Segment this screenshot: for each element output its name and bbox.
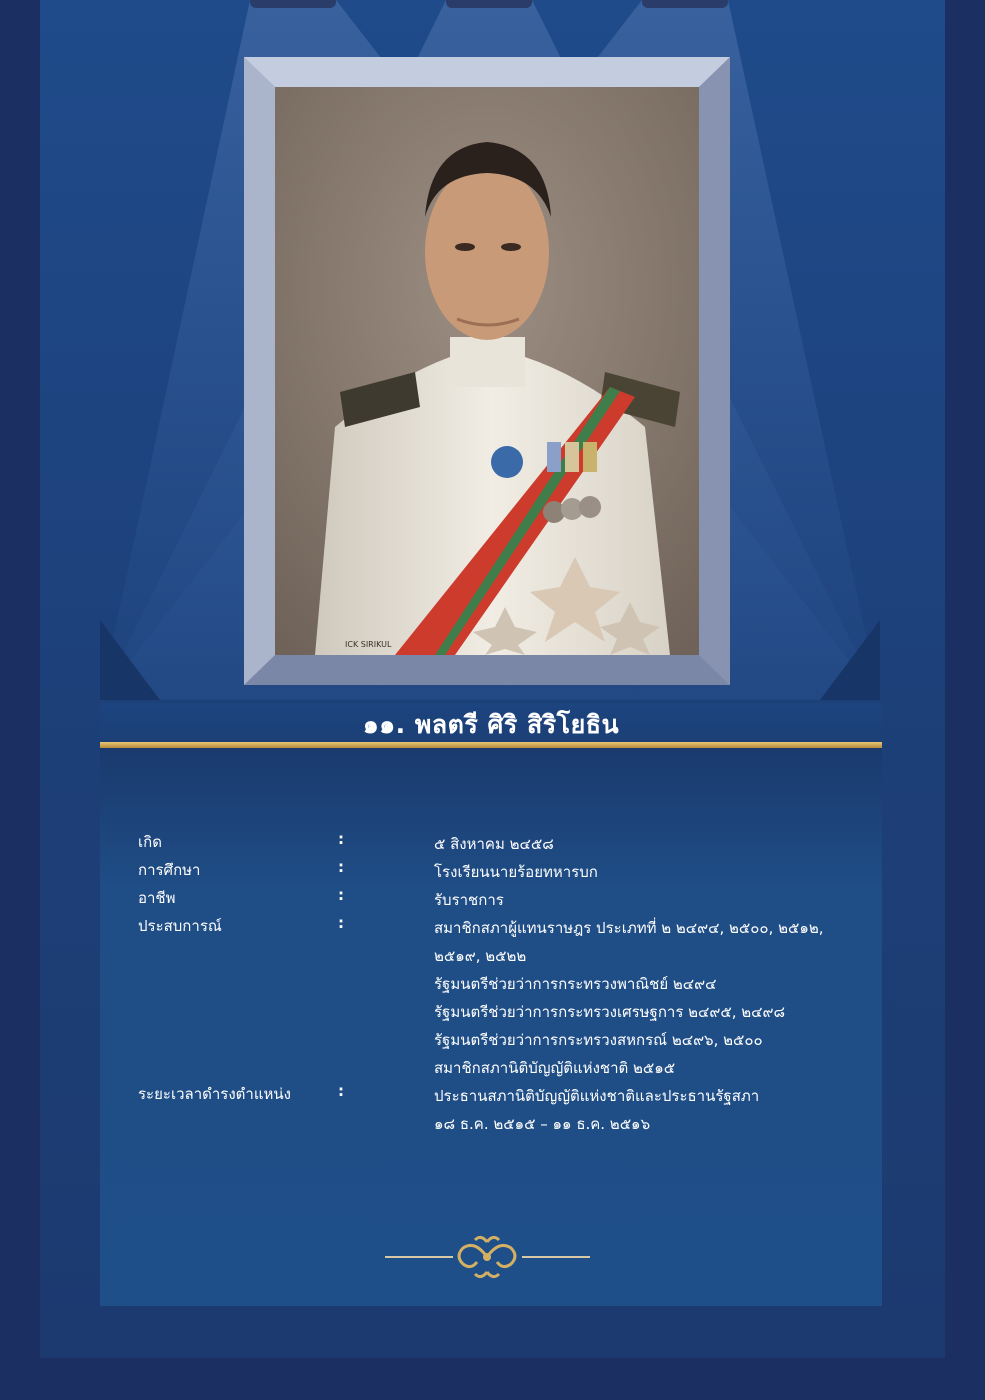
info-row-birth	[138, 830, 858, 858]
separator: :	[338, 914, 344, 932]
info-value: โรงเรียนนายร้อยทหารบก	[434, 863, 598, 881]
biography-table	[138, 830, 858, 1138]
info-value: ๕ สิงหาคม ๒๔๕๘	[434, 835, 554, 853]
portrait-painting	[275, 87, 699, 655]
info-value: ประธานสภานิติบัญญัติแห่งชาติและประธานรัฐสภา	[434, 1087, 760, 1105]
separator: :	[338, 886, 344, 904]
separator: :	[338, 1082, 344, 1100]
info-value: สมาชิกสภานิติบัญญัติแห่งชาติ ๒๕๑๕	[434, 1059, 676, 1077]
spotlight-lamp-right	[642, 0, 728, 8]
info-label: ประสบการณ์	[138, 917, 222, 935]
info-value: ๑๘ ธ.ค. ๒๕๑๕ – ๑๑ ธ.ค. ๒๕๑๖	[434, 1115, 651, 1133]
info-value: รับราชการ	[434, 891, 504, 909]
info-value: สมาชิกสภาผู้แทนราษฎร ประเภทที่ ๒ ๒๔๙๔, ๒๕๐๐, ๒๕๑๒,	[434, 919, 824, 937]
artist-signature: ICK SIRIKUL	[345, 640, 392, 649]
info-label: ระยะเวลาดำรงตำแหน่ง	[138, 1085, 291, 1103]
separator: :	[338, 858, 344, 876]
info-value: ๒๕๑๙, ๒๕๒๒	[434, 947, 527, 965]
separator: :	[338, 830, 344, 848]
info-row-education	[138, 858, 858, 886]
spotlight-lamp-left	[250, 0, 336, 8]
info-row-occupation	[138, 886, 858, 914]
info-value: รัฐมนตรีช่วยว่าการกระทรวงสหกรณ์ ๒๔๙๖, ๒๕๐๐	[434, 1031, 763, 1049]
title-band	[100, 703, 882, 743]
portrait-frame	[244, 57, 730, 685]
title-underline	[100, 742, 882, 748]
page-title: ๑๑. พลตรี ศิริ สิริโยธิน	[362, 710, 620, 739]
info-label: การศึกษา	[138, 861, 201, 879]
info-label: เกิด	[138, 833, 162, 851]
ornament-divider-icon	[385, 1232, 590, 1282]
info-row-experience	[138, 914, 858, 1082]
info-row-term	[138, 1082, 858, 1138]
info-value: รัฐมนตรีช่วยว่าการกระทรวงเศรษฐการ ๒๔๙๕, ๒๔๙๘	[434, 1003, 786, 1021]
spotlight-lamp-center	[446, 0, 532, 8]
info-value: รัฐมนตรีช่วยว่าการกระทรวงพาณิชย์ ๒๔๙๔	[434, 975, 717, 993]
info-label: อาชีพ	[138, 889, 176, 907]
